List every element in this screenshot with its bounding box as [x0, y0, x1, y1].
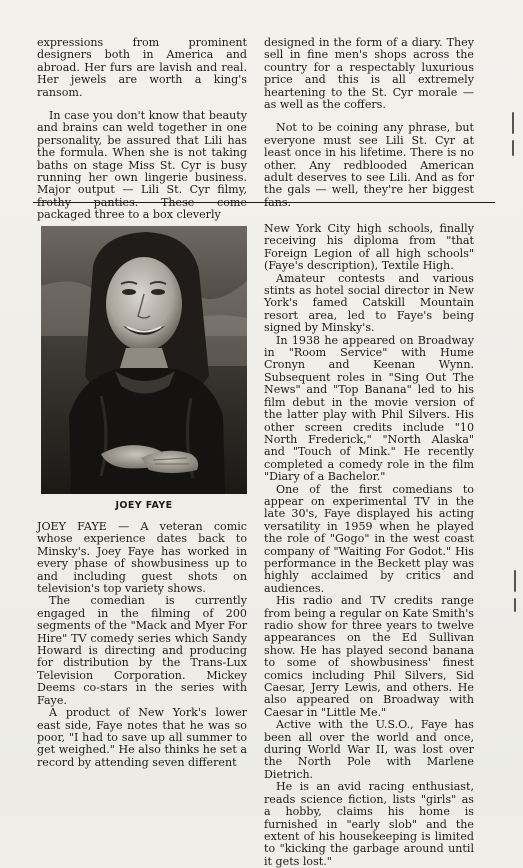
paragraph: A product of New York's lower east side, Faye notes that he was so poor, "I had to save up all summer to get weighed." He also thinks he set a record by attending seven different — [37, 706, 247, 769]
bottom-left-column — [37, 521, 247, 769]
top-right-column — [264, 37, 474, 209]
section-divider — [33, 202, 495, 203]
bottom-right-column — [264, 223, 474, 868]
margin-mark — [514, 598, 516, 612]
paragraph: One of the first comedians to appear on experimental TV in the late 30's, Faye displayed his acting versatility in 1959 when he played the role of "Gogo" in the west coast company of "Waiting For Godot." His performance in the Beckett play was highly acclaimed by critics and audiences. — [264, 482, 474, 595]
joey-faye-photo — [41, 226, 247, 494]
paragraph: The comedian is currently engaged in the filming of 200 segments of the "Mack and Myer For Hire" TV comedy series which Sandy Howard is directing and producing for distribution by the Trans-Lux Television Corporation. Mickey Deems co-stars in the series with Faye. — [37, 594, 247, 707]
portrait-image — [41, 226, 247, 494]
paragraph: In case you don't know that beauty and brains can weld together in one personality, be assured that Lili has the formula. When she is not taking baths on stage Miss St. Cyr is busy running her own lingerie business. Major output — Lili St. Cyr filmy, frothy panties. These come packaged three to a box cleverly — [37, 109, 247, 222]
margin-mark — [512, 140, 514, 156]
paragraph: JOEY FAYE — A veteran comic whose experience dates back to Minsky's. Joey Faye has worked in every phase of showbusiness up to and including guest shots on television's top variety shows. — [37, 520, 247, 596]
paragraph: He is an avid racing enthusiast, reads science fiction, lists "girls" as a hobby, claims his home is furnished in "early slob" and the extent of his housekeeping is limited to "kicking the garbage around until it gets lost." — [264, 780, 474, 868]
top-left-column — [37, 37, 247, 222]
margin-mark — [514, 570, 516, 592]
margin-mark — [512, 112, 514, 134]
paragraph: Not to be coining any phrase, but everyone must see Lili St. Cyr at least once in his lifetime. There is no other. Any redblooded American adult deserves to see Lili. And as for the gals — well, they're her biggest fans. — [264, 121, 474, 209]
paragraph: designed in the form of a diary. They sell in fine men's shops across the country for a respectably luxurious price and this is all extremely heartening to the St. Cyr morale — as well as the coffers. — [264, 36, 474, 112]
paragraph: His radio and TV credits range from being a regular on Kate Smith's radio show for three years to twelve appearances on the Ed Sullivan show. He has played second banana to some of showbusiness' finest comics including Phil Silvers, Sid Caesar, Jerry Lewis, and others. He also appeared on Broadway with Caesar in "Little Me." — [264, 594, 474, 719]
paragraph: In 1938 he appeared on Broadway in "Room Service" with Hume Cronyn and Keenan Wynn. Subsequent roles in "Sing Out The News" and "Top Banana" led to his film debut in the movie version of the latter play with Phil Silvers. His other screen credits include "10 North Frederick," "North Alaska" and "Touch of Mink." He recently completed a comedy role in the film "Diary of a Bachelor." — [264, 333, 474, 484]
paragraph: expressions from prominent designers both in America and abroad. Her furs are lavish and real. Her jewels are worth a king's ransom. — [37, 36, 247, 99]
paragraph: New York City high schools, finally receiving his diploma from "that Foreign Legion of all high schools" (Faye's description), Textile High. — [264, 222, 474, 273]
photo-caption: JOEY FAYE — [115, 500, 173, 511]
paragraph: Active with the U.S.O., Faye has been all over the world and once, during World War II, was lost over the North Pole with Marlene Dietrich. — [264, 718, 474, 781]
paragraph: Amateur contests and various stints as hotel social director in New York's famed Catskill Mountain resort area, led to Faye's being signed by Minsky's. — [264, 271, 474, 335]
